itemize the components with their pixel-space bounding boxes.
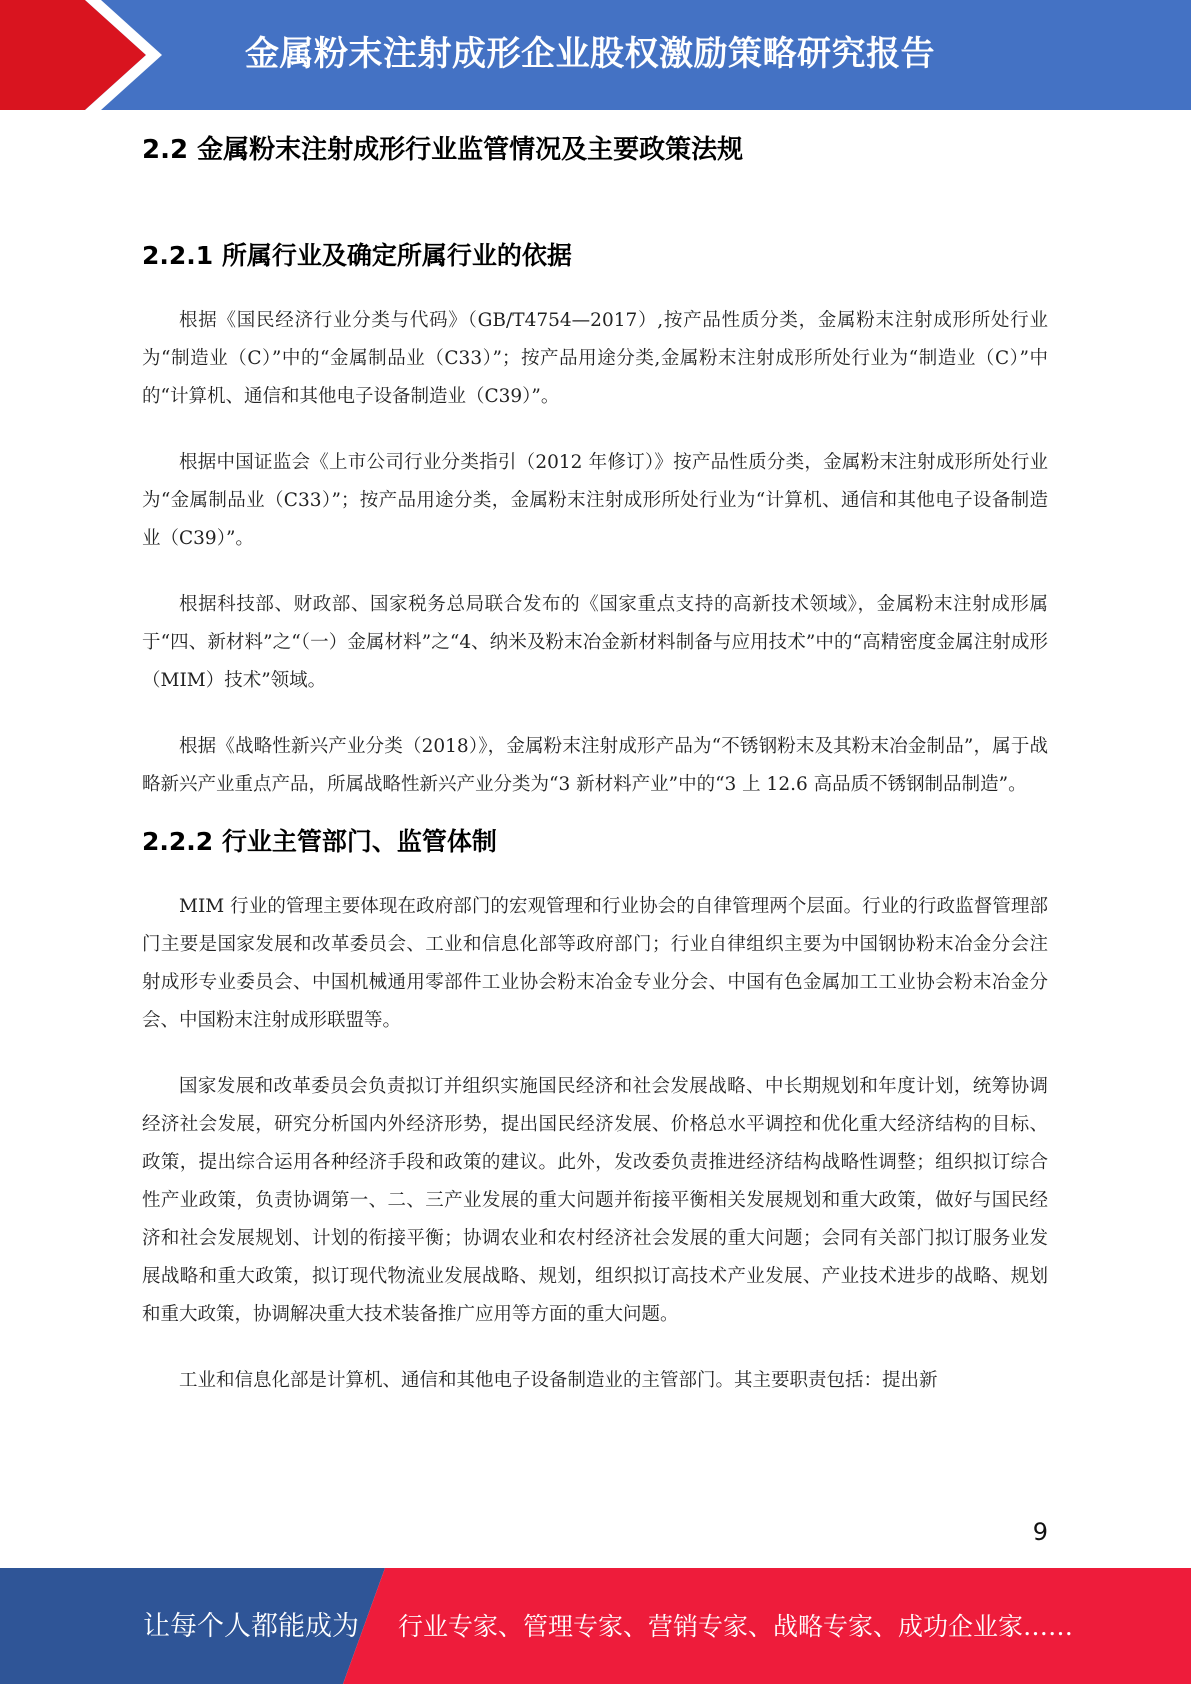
- paragraph: 工业和信息化部是计算机、通信和其他电子设备制造业的主管部门。其主要职责包括：提出新: [179, 1370, 938, 1391]
- paragraph: 根据科技部、财政部、国家税务总局联合发布的《国家重点支持的高新技术领域》，金属粉末注射成形属于“四、新材料”之“（一）金属材料”之“4、纳米及粉末冶金新材料制备与应用技术”中的“高精密度金属注射成形（MIM）技术”领域。: [142, 594, 1048, 691]
- subsection-heading-2-2-2: 2.2.2 行业主管部门、监管体制: [142, 827, 497, 856]
- paragraph: 根据中国证监会《上市公司行业分类指引（2012 年修订）》按产品性质分类，金属粉末注射成形所处行业为“金属制品业（C33）”；按产品用途分类，金属粉末注射成形所处行业为“计算机、通信和其他电子设备制造业（C39）”。: [142, 452, 1048, 549]
- report-title: 金属粉末注射成形企业股权激励策略研究报告: [245, 34, 935, 74]
- document-body: [142, 118, 1048, 1400]
- section-heading: 2.2 金属粉末注射成形行业监管情况及主要政策法规: [142, 135, 744, 165]
- subsection-heading-2-2-1: 2.2.1 所属行业及确定所属行业的依据: [142, 241, 572, 270]
- footer-slogan-left: 让每个人都能成为: [143, 1611, 359, 1642]
- paragraph: MIM 行业的管理主要体现在政府部门的宏观管理和行业协会的自律管理两个层面。行业的行政监督管理部门主要是国家发展和改革委员会、工业和信息化部等政府部门；行业自律组织主要为中国钢协粉末冶金分会注射成形专业委员会、中国机械通用零部件工业协会粉末冶金专业分会、中国有色金属加工工业协会粉末冶金分会、中国粉末注射成形联盟等。: [142, 896, 1048, 1031]
- paragraph: 根据《国民经济行业分类与代码》（GB/T4754—2017）,按产品性质分类，金属粉末注射成形所处行业为“制造业（C）”中的“金属制品业（C33）”；按产品用途分类,金属粉末注射成形所处行业为“制造业（C）”中的“计算机、通信和其他电子设备制造业（C39）”。: [142, 310, 1048, 407]
- page-number: 9: [1032, 1518, 1048, 1546]
- footer-slogan-right: 行业专家、管理专家、营销专家、战略专家、成功企业家……: [398, 1612, 1074, 1641]
- paragraph: 国家发展和改革委员会负责拟订并组织实施国民经济和社会发展战略、中长期规划和年度计划，统筹协调经济社会发展，研究分析国内外经济形势，提出国民经济发展、价格总水平调控和优化重大经济结构的目标、政策，提出综合运用各种经济手段和政策的建议。此外，发改委负责推进经济结构战略性调整；组织拟订综合性产业政策，负责协调第一、二、三产业发展的重大问题并衔接平衡相关发展规划和重大政策，做好与国民经济和社会发展规划、计划的衔接平衡；协调农业和农村经济社会发展的重大问题；会同有关部门拟订服务业发展战略和重大政策，拟订现代物流业发展战略、规划，组织拟订高技术产业发展、产业技术进步的战略、规划和重大政策，协调解决重大技术装备推广应用等方面的重大问题。: [142, 1076, 1048, 1325]
- paragraph: 根据《战略性新兴产业分类（2018）》，金属粉末注射成形产品为“不锈钢粉末及其粉末冶金制品”，属于战略新兴产业重点产品，所属战略性新兴产业分类为“3 新材料产业”中的“3 上 12.6 高品质不锈钢制品制造”。: [142, 736, 1048, 795]
